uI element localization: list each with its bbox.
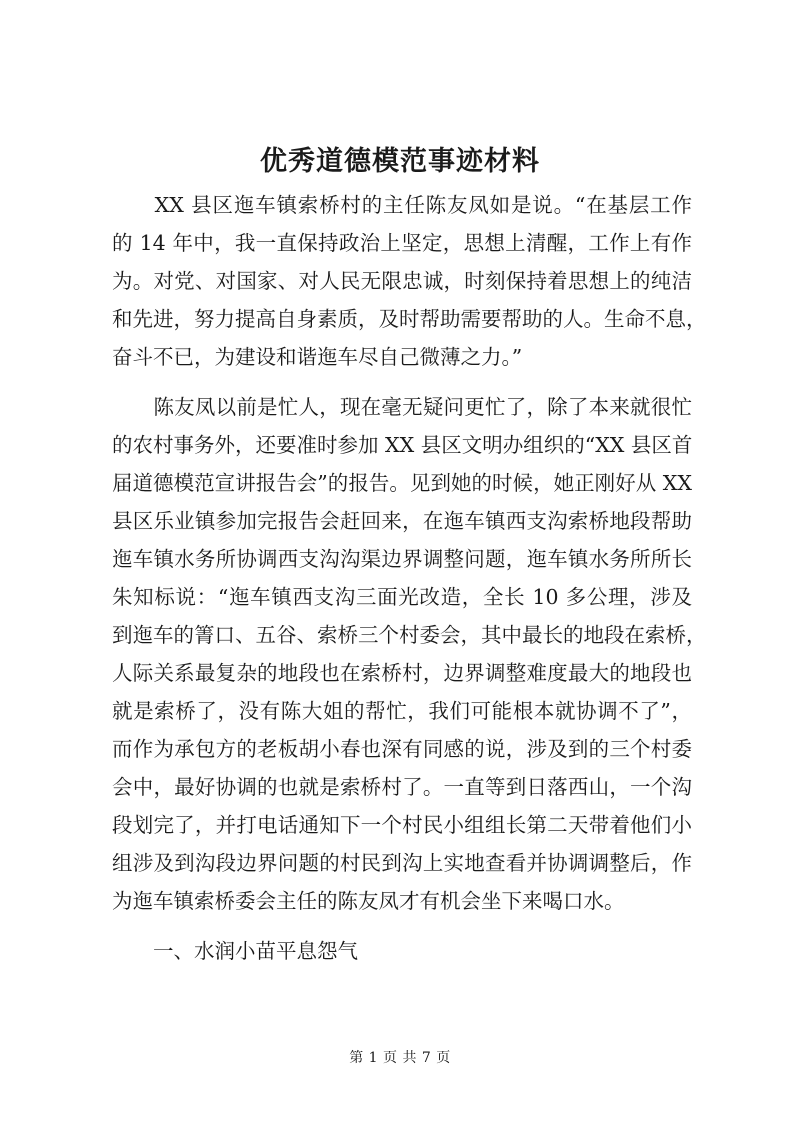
paragraph-1-line-5: 奋斗不已，为建设和谐迤车尽自己微薄之力。” [112, 345, 523, 369]
paragraph-2-line-4: 县区乐业镇参加完报告会赶回来，在迤车镇西支沟索桥地段帮助 [112, 509, 692, 533]
paragraph-2-line-7: 到迤车的箐口、五谷、索桥三个村委会，其中最长的地段在索桥， [112, 623, 707, 647]
paragraph-2-line-13: 组涉及到沟段边界问题的村民到沟上实地查看并协调调整后，作 [112, 851, 692, 875]
paragraph-1-line-3: 为。对党、对国家、对人民无限忠诚，时刻保持着思想上的纯洁 [112, 269, 692, 293]
paragraph-1-line-1: XX 县区迤车镇索桥村的主任陈友凤如是说。“在基层工作 [112, 193, 692, 217]
document-title: 优秀道德模范事迹材料 [260, 146, 540, 177]
paragraph-2-line-1: 陈友凤以前是忙人，现在毫无疑问更忙了，除了本来就很忙 [112, 395, 692, 419]
paragraph-1-line-4: 和先进，努力提高自身素质，及时帮助需要帮助的人。生命不息， [112, 307, 707, 331]
paragraph-2-line-9: 就是索桥了，没有陈大姐的帮忙，我们可能根本就协调不了”， [112, 699, 692, 723]
paragraph-2-line-6: 朱知标说：“迤车镇西支沟三面光改造，全长 10 多公理，涉及 [112, 585, 692, 609]
paragraph-2-line-5: 迤车镇水务所协调西支沟沟渠边界调整问题，迤车镇水务所所长 [112, 547, 692, 571]
paragraph-2-line-3: 届道德模范宣讲报告会”的报告。见到她的时候，她正刚好从 XX [112, 471, 692, 495]
paragraph-2-line-10: 而作为承包方的老板胡小春也深有同感的说，涉及到的三个村委 [112, 737, 692, 761]
paragraph-2-line-14: 为迤车镇索桥委会主任的陈友凤才有机会坐下来喝口水。 [112, 889, 625, 913]
paragraph-2-line-12: 段划完了，并打电话通知下一个村民小组组长第二天带着他们小 [112, 813, 692, 837]
paragraph-1-line-2: 的 14 年中，我一直保持政治上坚定，思想上清醒，工作上有作 [112, 231, 692, 255]
paragraph-2-line-2: 的农村事务外，还要准时参加 XX 县区文明办组织的“XX 县区首 [112, 433, 693, 457]
paragraph-2-line-8: 人际关系最复杂的地段也在索桥村，边界调整难度最大的地段也 [112, 661, 692, 685]
section-heading: 一、水润小苗平息怨气 [112, 939, 358, 963]
page-footer: 第 1 页 共 7 页 [349, 1050, 451, 1066]
paragraph-2-line-11: 会中，最好协调的也就是索桥村了。一直等到日落西山，一个沟 [112, 775, 692, 799]
